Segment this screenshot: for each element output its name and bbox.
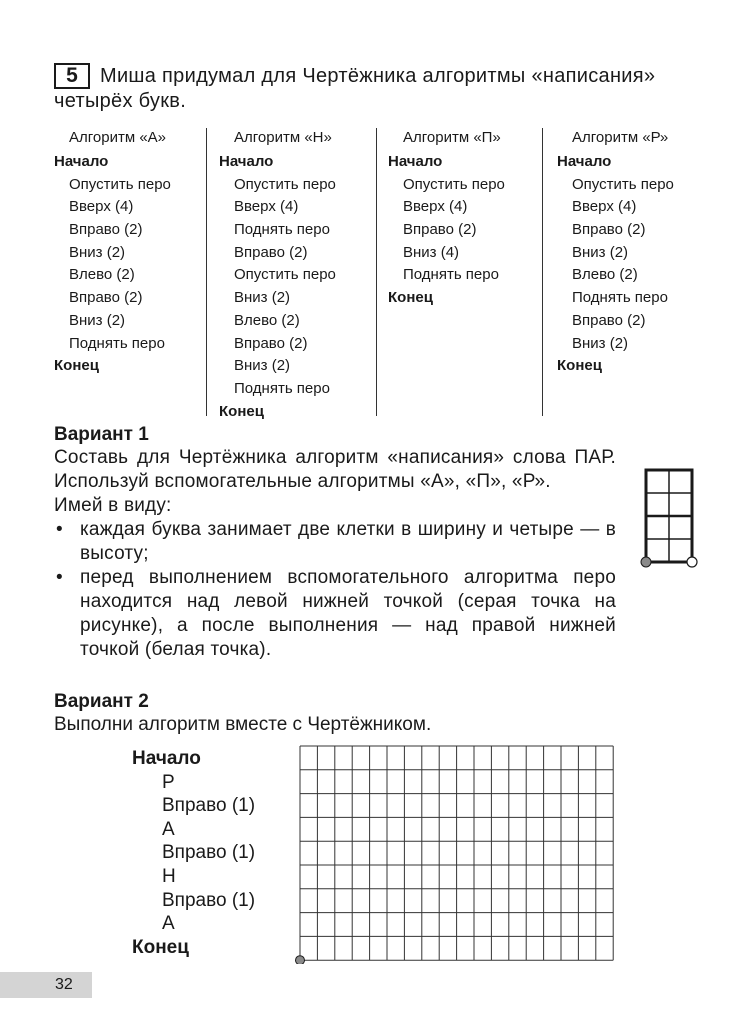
algorithm-step: Поднять перо <box>572 289 668 307</box>
algorithm-step: Н <box>162 865 176 887</box>
list-item: • каждая буква занимает две клетки в ширину и четыре — в высоту; <box>54 518 616 566</box>
algorithm-step: Вправо (1) <box>162 795 256 817</box>
algorithm-step: Вправо (2) <box>69 221 143 239</box>
algorithm-step: Влево (2) <box>69 266 135 284</box>
algorithm-step: Вниз (2) <box>572 334 629 352</box>
algorithm-step: А <box>162 818 175 840</box>
variant-2-heading: Вариант 2 <box>54 691 149 712</box>
variant-2-text: Выполни алгоритм вместе с Чертёжником. <box>54 714 432 735</box>
algorithm-step: Вправо (2) <box>69 289 143 307</box>
algorithm-step: Вправо (2) <box>403 221 477 239</box>
algorithm-step: Вправо (1) <box>162 842 256 864</box>
algorithm-begin: Начало <box>557 153 612 170</box>
column-divider <box>542 128 543 416</box>
variant-1-text <box>54 446 616 662</box>
variant-1-paragraph: Составь для Чертёжника алгоритм «написания» слова ПАР. Используй вспомогательные алгоритмы «А», «П», «Р». <box>54 447 616 492</box>
algorithm-p-column <box>388 128 505 310</box>
end-point-white <box>687 557 697 567</box>
start-point-gray <box>641 557 651 567</box>
variant-1-note: Имей в виду: <box>54 495 172 516</box>
algorithm-step: Вправо (2) <box>572 221 646 239</box>
algorithm-title: Алгоритм «Н» <box>234 129 332 146</box>
algorithm-title: Алгоритм «П» <box>403 129 501 146</box>
algorithm-step: А <box>162 913 175 935</box>
task-intro <box>54 64 694 114</box>
page-number-tab <box>0 972 92 998</box>
algorithm-step: Вправо (1) <box>162 889 256 911</box>
task-number-box: 5 <box>54 63 90 89</box>
algorithm-n-column <box>219 128 336 423</box>
page-number: 32 <box>55 976 73 993</box>
algorithm-begin: Начало <box>132 748 201 769</box>
algorithm-begin: Начало <box>54 153 109 170</box>
algorithm-step: Поднять перо <box>234 379 330 397</box>
algorithm-step: Вверх (4) <box>69 198 134 216</box>
algorithm-step: Вправо (2) <box>234 243 308 261</box>
algorithm-step: Поднять перо <box>234 221 330 239</box>
algorithm-step: Вниз (2) <box>572 243 629 261</box>
algorithm-begin: Начало <box>219 153 274 170</box>
letter-cell-figure <box>636 462 702 574</box>
variant-2-algorithm <box>132 747 255 959</box>
algorithm-title: Алгоритм «А» <box>69 129 167 146</box>
variant-1-bullet-list <box>54 518 616 662</box>
algorithm-step: Влево (2) <box>572 266 638 284</box>
algorithm-step: Вниз (2) <box>69 243 126 261</box>
algorithm-begin: Начало <box>388 153 443 170</box>
algorithm-r-column <box>557 128 674 378</box>
algorithm-end: Конец <box>557 357 602 375</box>
algorithm-step: Вверх (4) <box>234 198 299 216</box>
algorithm-step: Опустить перо <box>234 175 336 193</box>
start-point-gray <box>296 956 305 964</box>
algorithm-step: Опустить перо <box>572 175 674 193</box>
algorithm-a-column <box>54 128 171 378</box>
algorithm-step: Вниз (2) <box>234 289 291 307</box>
algorithm-step: Вниз (2) <box>234 357 291 375</box>
algorithm-step: Поднять перо <box>69 334 165 352</box>
intro-line-1: Миша придумал для Чертёжника алгоритмы «написания» <box>100 65 656 87</box>
algorithm-step: Р <box>162 771 175 793</box>
work-grid <box>294 742 614 964</box>
algorithm-step: Вверх (4) <box>572 198 637 216</box>
algorithm-step: Вправо (2) <box>234 334 308 352</box>
algorithm-end: Конец <box>54 357 99 375</box>
algorithm-step: Опустить перо <box>69 175 171 193</box>
variant-1-heading: Вариант 1 <box>54 424 149 445</box>
list-item: • перед выполнением вспомогательного алгоритма перо находится над левой нижней точкой (серая точка на рисунке), а после выполнения — над правой нижней точкой (белая точка). <box>54 566 616 662</box>
algorithm-step: Опустить перо <box>403 175 505 193</box>
algorithm-end: Конец <box>388 289 433 307</box>
algorithm-title: Алгоритм «Р» <box>572 129 669 146</box>
algorithm-step: Вправо (2) <box>572 311 646 329</box>
column-divider <box>206 128 207 416</box>
algorithm-step: Опустить перо <box>234 266 336 284</box>
column-divider <box>376 128 377 416</box>
algorithm-step: Вверх (4) <box>403 198 468 216</box>
algorithm-end: Конец <box>132 936 189 958</box>
intro-line-2: четырёх букв. <box>54 90 187 112</box>
algorithm-step: Вниз (4) <box>403 243 460 261</box>
algorithm-step: Поднять перо <box>403 266 499 284</box>
algorithm-step: Вниз (2) <box>69 311 126 329</box>
algorithm-end: Конец <box>219 402 264 420</box>
algorithm-step: Влево (2) <box>234 311 300 329</box>
